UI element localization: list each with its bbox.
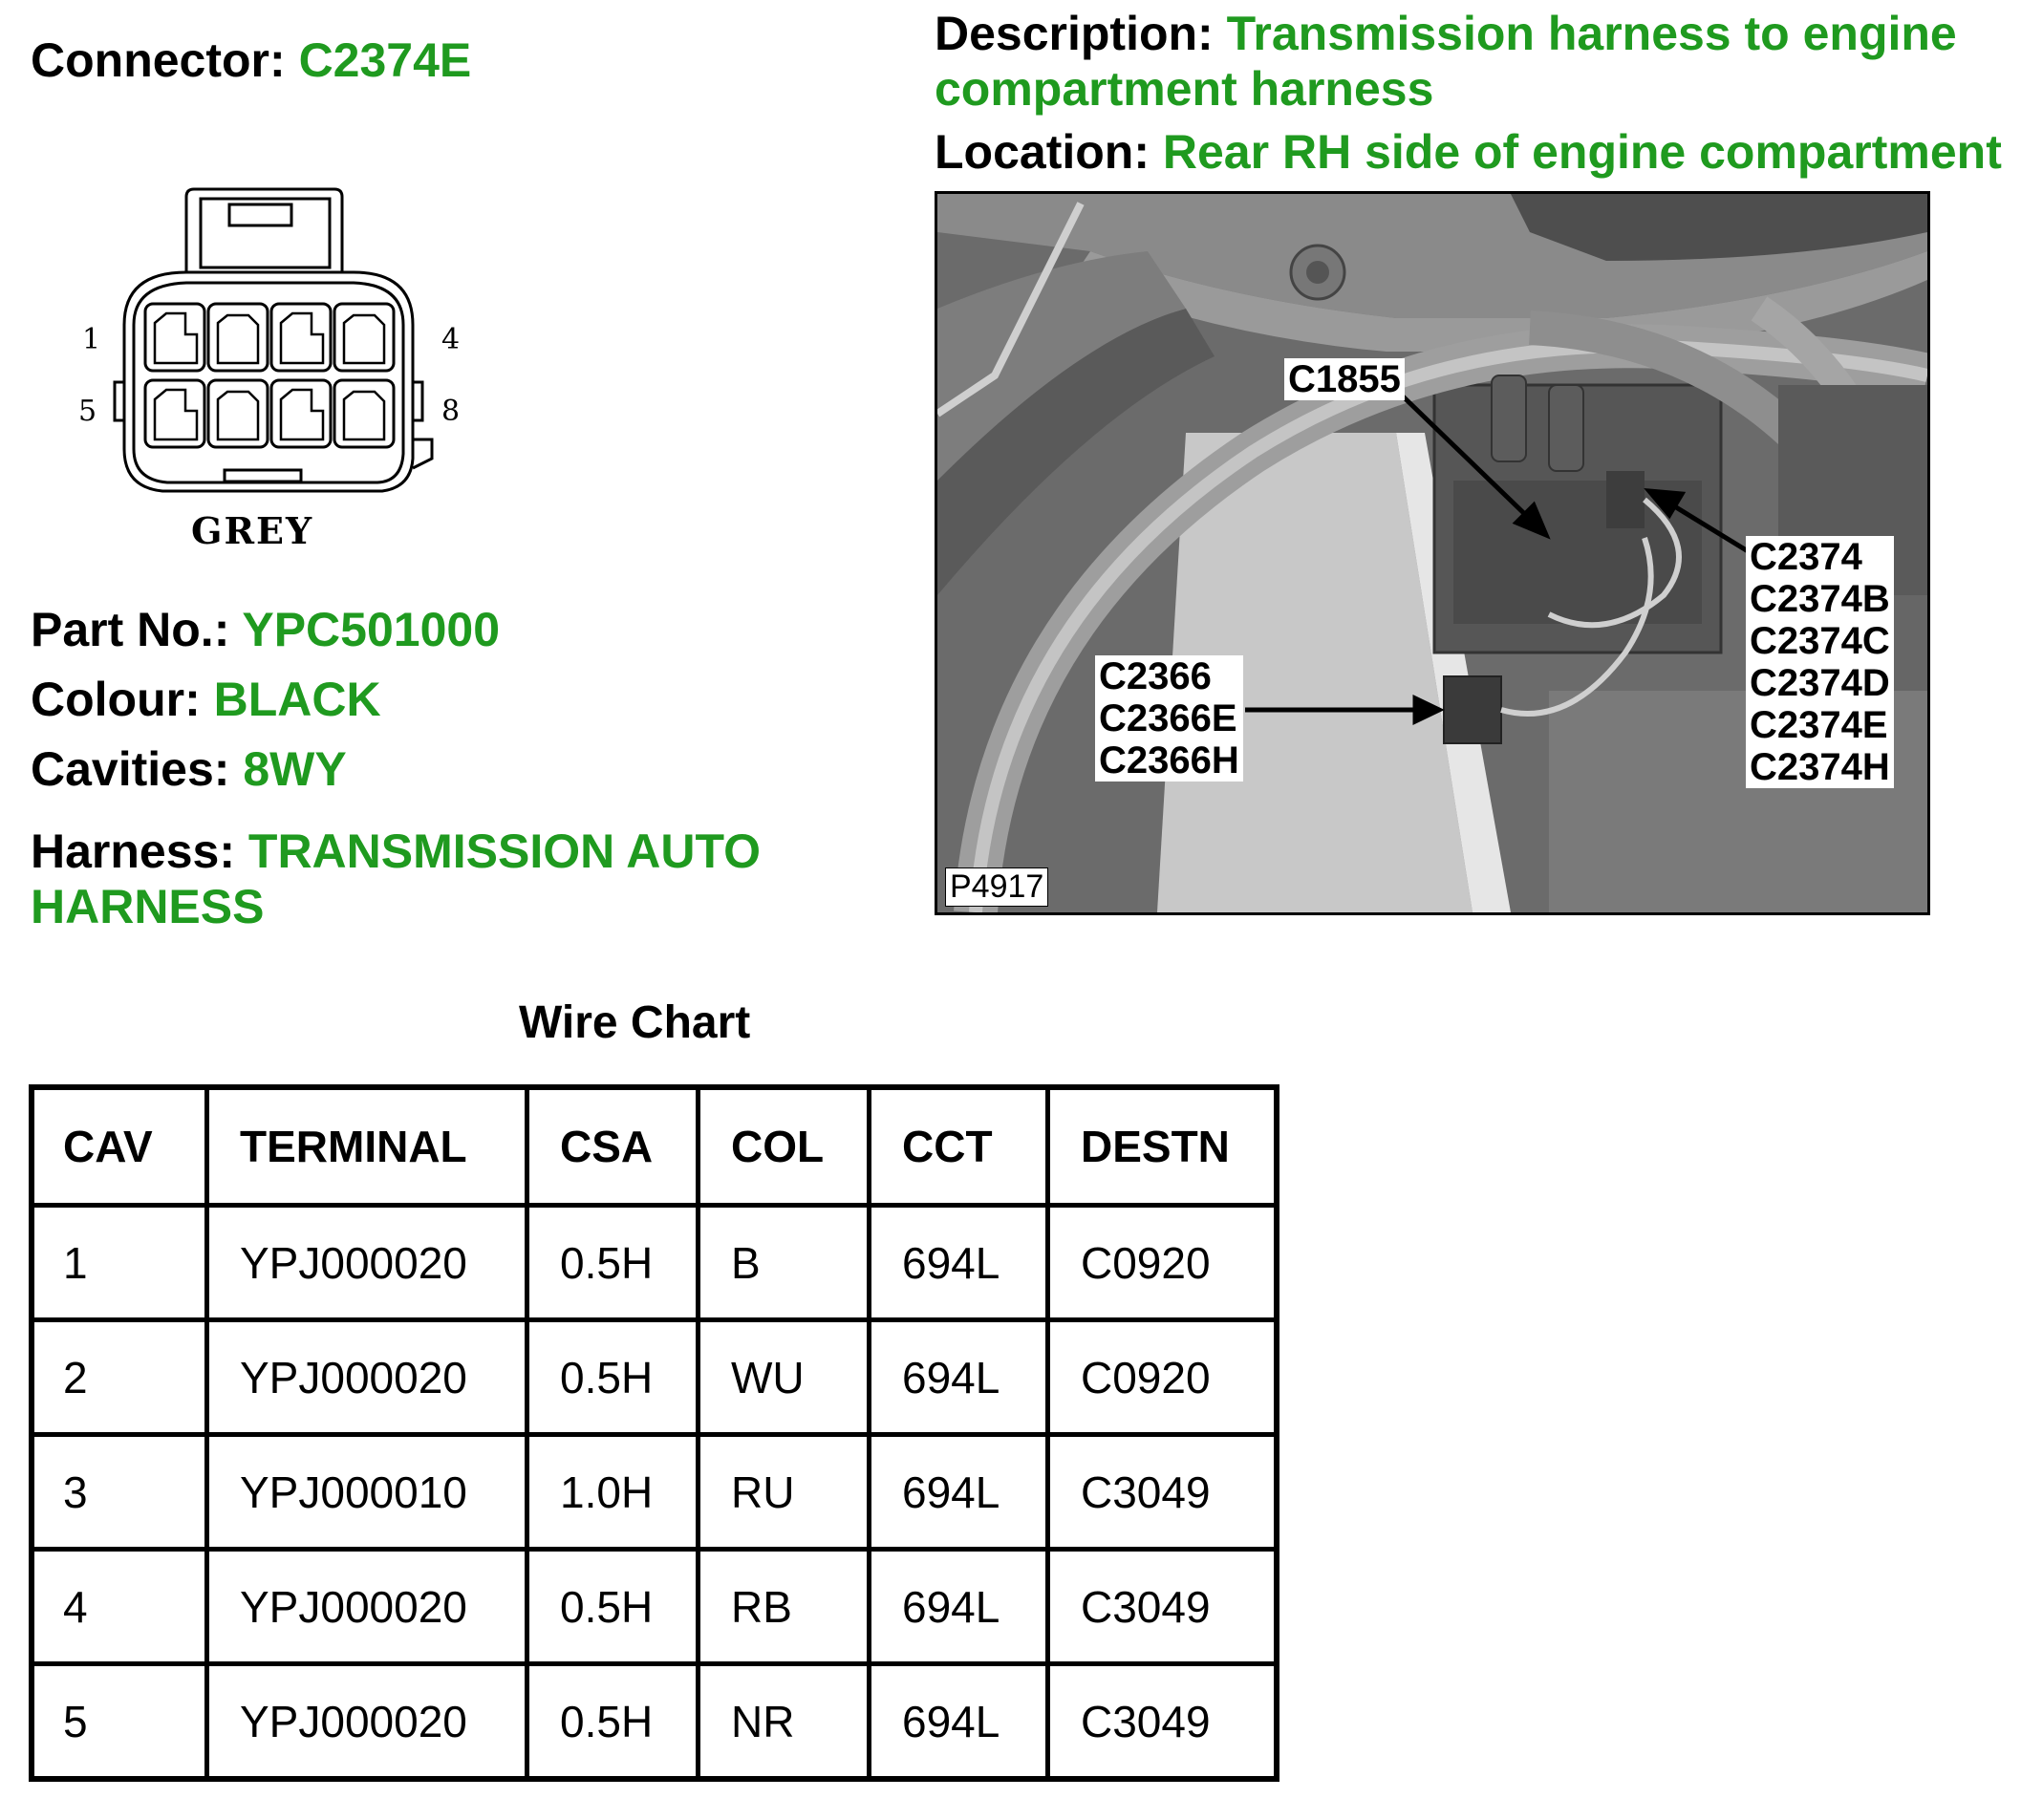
csa-cell: 0.5H xyxy=(527,1320,699,1435)
pin-label-1: 1 xyxy=(82,323,101,356)
description-field xyxy=(935,6,2005,117)
callout-c2374-line: C2374H xyxy=(1750,746,1890,788)
col-cell: WU xyxy=(699,1320,870,1435)
part-number-field xyxy=(31,602,500,657)
connector-field xyxy=(31,32,471,88)
photo-reference-id: P4917 xyxy=(945,867,1048,907)
csa-cell: 1.0H xyxy=(527,1435,699,1550)
csa-cell: 0.5H xyxy=(527,1206,699,1320)
cav-cell: 4 xyxy=(32,1550,207,1664)
part-number-value: YPC501000 xyxy=(242,603,501,656)
location-photo xyxy=(935,191,1930,915)
destn-cell: C3049 xyxy=(1048,1550,1278,1664)
col-cell: NR xyxy=(699,1664,870,1780)
csa-cell: 0.5H xyxy=(527,1664,699,1780)
terminal-cell: YPJ000020 xyxy=(207,1206,527,1320)
housing-colour-label: GREY xyxy=(191,509,314,552)
harness-label: Harness: xyxy=(31,824,235,878)
cav-cell: 3 xyxy=(32,1435,207,1550)
cav-cell: 1 xyxy=(32,1206,207,1320)
callout-c2366-line: C2366 xyxy=(1099,655,1212,697)
callout-c2366-line: C2366E xyxy=(1099,697,1237,739)
location-label: Location: xyxy=(935,125,1150,179)
col-cell: RB xyxy=(699,1550,870,1664)
callout-c2374-line: C2374E xyxy=(1750,704,1888,746)
destn-cell: C3049 xyxy=(1048,1435,1278,1550)
wire-chart-table xyxy=(29,1084,1279,1782)
pin-label-5: 5 xyxy=(78,395,97,428)
harness-value: TRANSMISSION AUTO HARNESS xyxy=(31,824,762,933)
connector-label: Connector: xyxy=(31,33,286,87)
cav-cell: 2 xyxy=(32,1320,207,1435)
colour-field xyxy=(31,672,381,727)
description-label: Description: xyxy=(935,7,1214,60)
column-header-destn: DESTN xyxy=(1048,1087,1278,1206)
terminal-cell: YPJ000020 xyxy=(207,1320,527,1435)
connector-face-diagram xyxy=(67,182,468,564)
cct-cell: 694L xyxy=(870,1206,1048,1320)
connector-value: C2374E xyxy=(298,33,472,87)
col-cell: B xyxy=(699,1206,870,1320)
cct-cell: 694L xyxy=(870,1435,1048,1550)
callout-c1855 xyxy=(1284,358,1405,400)
description-value: Transmission harness to engine compartment harness xyxy=(935,7,1957,116)
cavities-value: 8WY xyxy=(243,742,347,796)
cav-cell: 5 xyxy=(32,1664,207,1780)
connector-face-drawing xyxy=(67,182,468,506)
table-row xyxy=(32,1435,1277,1550)
table-header-row xyxy=(32,1087,1277,1206)
table-row xyxy=(32,1550,1277,1664)
terminal-cell: YPJ000020 xyxy=(207,1664,527,1780)
destn-cell: C0920 xyxy=(1048,1206,1278,1320)
column-header-terminal: TERMINAL xyxy=(207,1087,527,1206)
colour-value: BLACK xyxy=(213,673,381,726)
cct-cell: 694L xyxy=(870,1664,1048,1780)
pin-label-4: 4 xyxy=(441,323,461,356)
callout-c1855-line: C1855 xyxy=(1288,358,1401,400)
table-row xyxy=(32,1206,1277,1320)
harness-field xyxy=(31,824,852,934)
callout-c2366-group xyxy=(1095,655,1243,782)
csa-cell: 0.5H xyxy=(527,1550,699,1664)
callout-c2374-line: C2374D xyxy=(1750,662,1890,704)
destn-cell: C0920 xyxy=(1048,1320,1278,1435)
callout-c2366-line: C2366H xyxy=(1099,739,1239,782)
cct-cell: 694L xyxy=(870,1320,1048,1435)
callout-c2374-line: C2374B xyxy=(1750,578,1890,620)
colour-label: Colour: xyxy=(31,673,201,726)
cavities-label: Cavities: xyxy=(31,742,230,796)
callout-c2374-line: C2374 xyxy=(1750,536,1862,578)
terminal-cell: YPJ000010 xyxy=(207,1435,527,1550)
column-header-csa: CSA xyxy=(527,1087,699,1206)
column-header-cct: CCT xyxy=(870,1087,1048,1206)
part-number-label: Part No.: xyxy=(31,603,230,656)
col-cell: RU xyxy=(699,1435,870,1550)
cavities-field xyxy=(31,741,347,797)
location-field xyxy=(935,124,2002,180)
table-row xyxy=(32,1664,1277,1780)
table-row xyxy=(32,1320,1277,1435)
callout-c2374-line: C2374C xyxy=(1750,620,1890,662)
column-header-cav: CAV xyxy=(32,1087,207,1206)
column-header-col: COL xyxy=(699,1087,870,1206)
pin-label-8: 8 xyxy=(441,395,461,428)
location-value: Rear RH side of engine compartment xyxy=(1162,125,2002,179)
cct-cell: 694L xyxy=(870,1550,1048,1664)
terminal-cell: YPJ000020 xyxy=(207,1550,527,1664)
wire-chart-title: Wire Chart xyxy=(519,997,751,1048)
callout-c2374-group xyxy=(1746,536,1894,788)
destn-cell: C3049 xyxy=(1048,1664,1278,1780)
